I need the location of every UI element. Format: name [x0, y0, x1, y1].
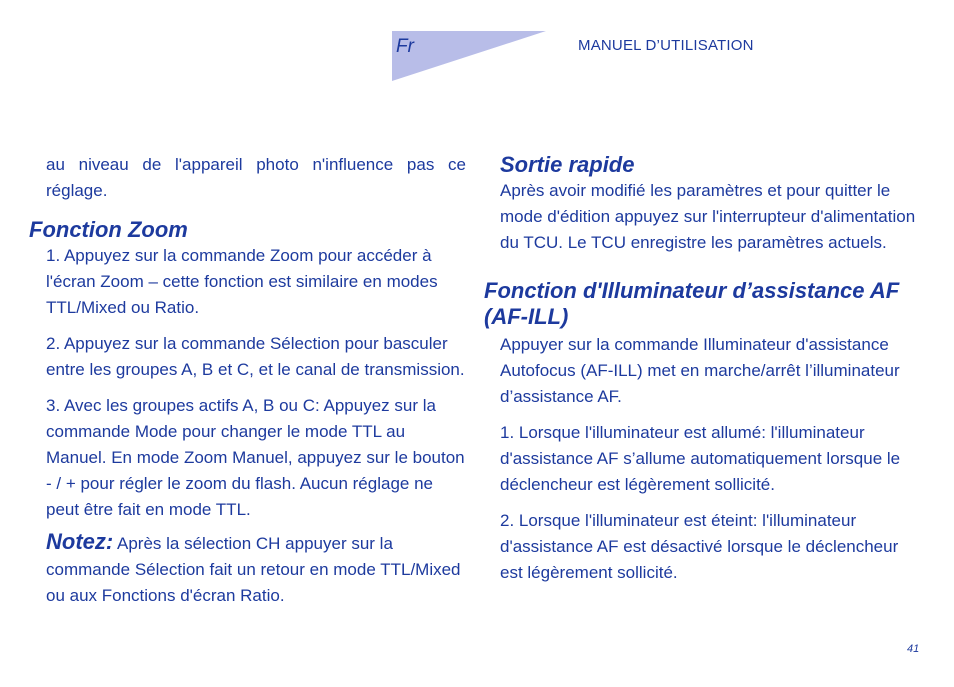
- note-label: Notez:: [46, 529, 114, 554]
- header-accent-shape: [392, 31, 546, 81]
- zoom-step-2: 2. Appuyez sur la commande Sélection pour basculer entre les groupes A, B et C, et le canal de transmission.: [46, 334, 465, 379]
- note-paragraph: [46, 529, 466, 609]
- af-ill-heading: Fonction d'Illuminateur d’assistance AF (AF-ILL): [484, 278, 900, 329]
- zoom-step-1: 1. Appuyez sur la commande Zoom pour accéder à l'écran Zoom – cette fonction est similaire en modes TTL/Mixed ou Ratio.: [46, 246, 438, 317]
- language-label: Fr: [396, 36, 414, 57]
- right-column: [484, 152, 920, 586]
- manual-title: MANUEL D’UTILISATION: [578, 37, 754, 54]
- left-column: [29, 152, 466, 609]
- af-ill-on: 1. Lorsque l'illuminateur est allumé: l'illuminateur d'assistance AF s’allume automatiquement lorsque le déclencheur est légèrement sollicité.: [500, 423, 901, 494]
- zoom-heading: Fonction Zoom: [29, 217, 188, 242]
- af-ill-off: 2. Lorsque l'illuminateur est éteint: l'illuminateur d'assistance AF est désactivé lorsque le déclencheur est légèrement sollicité.: [500, 511, 899, 582]
- intro-paragraph: au niveau de l'appareil photo n'influence pas ce réglage.: [46, 155, 466, 200]
- note-text: Après la sélection CH appuyer sur la commande Sélection fait un retour en mode TTL/Mixed ou aux Fonctions d'écran Ratio.: [46, 534, 461, 605]
- af-ill-intro: Appuyer sur la commande Illuminateur d'assistance Autofocus (AF-ILL) met en marche/arrêt l’illuminateur d’assistance AF.: [500, 335, 900, 406]
- zoom-step-3: 3. Avec les groupes actifs A, B ou C: Appuyez sur la commande Mode pour changer le mode TTL au Manuel. En mode Zoom Manuel, appuyez sur le bouton - / + pour régler le zoom du flash. Aucun réglage ne peut être fait en mode TTL.: [46, 396, 465, 519]
- page-number: 41: [907, 643, 920, 655]
- quick-exit-heading: Sortie rapide: [500, 152, 635, 177]
- quick-exit-paragraph: Après avoir modifié les paramètres et pour quitter le mode d'édition appuyez sur l'interrupteur d'alimentation du TCU. Le TCU enregistre les paramètres actuels.: [500, 181, 916, 252]
